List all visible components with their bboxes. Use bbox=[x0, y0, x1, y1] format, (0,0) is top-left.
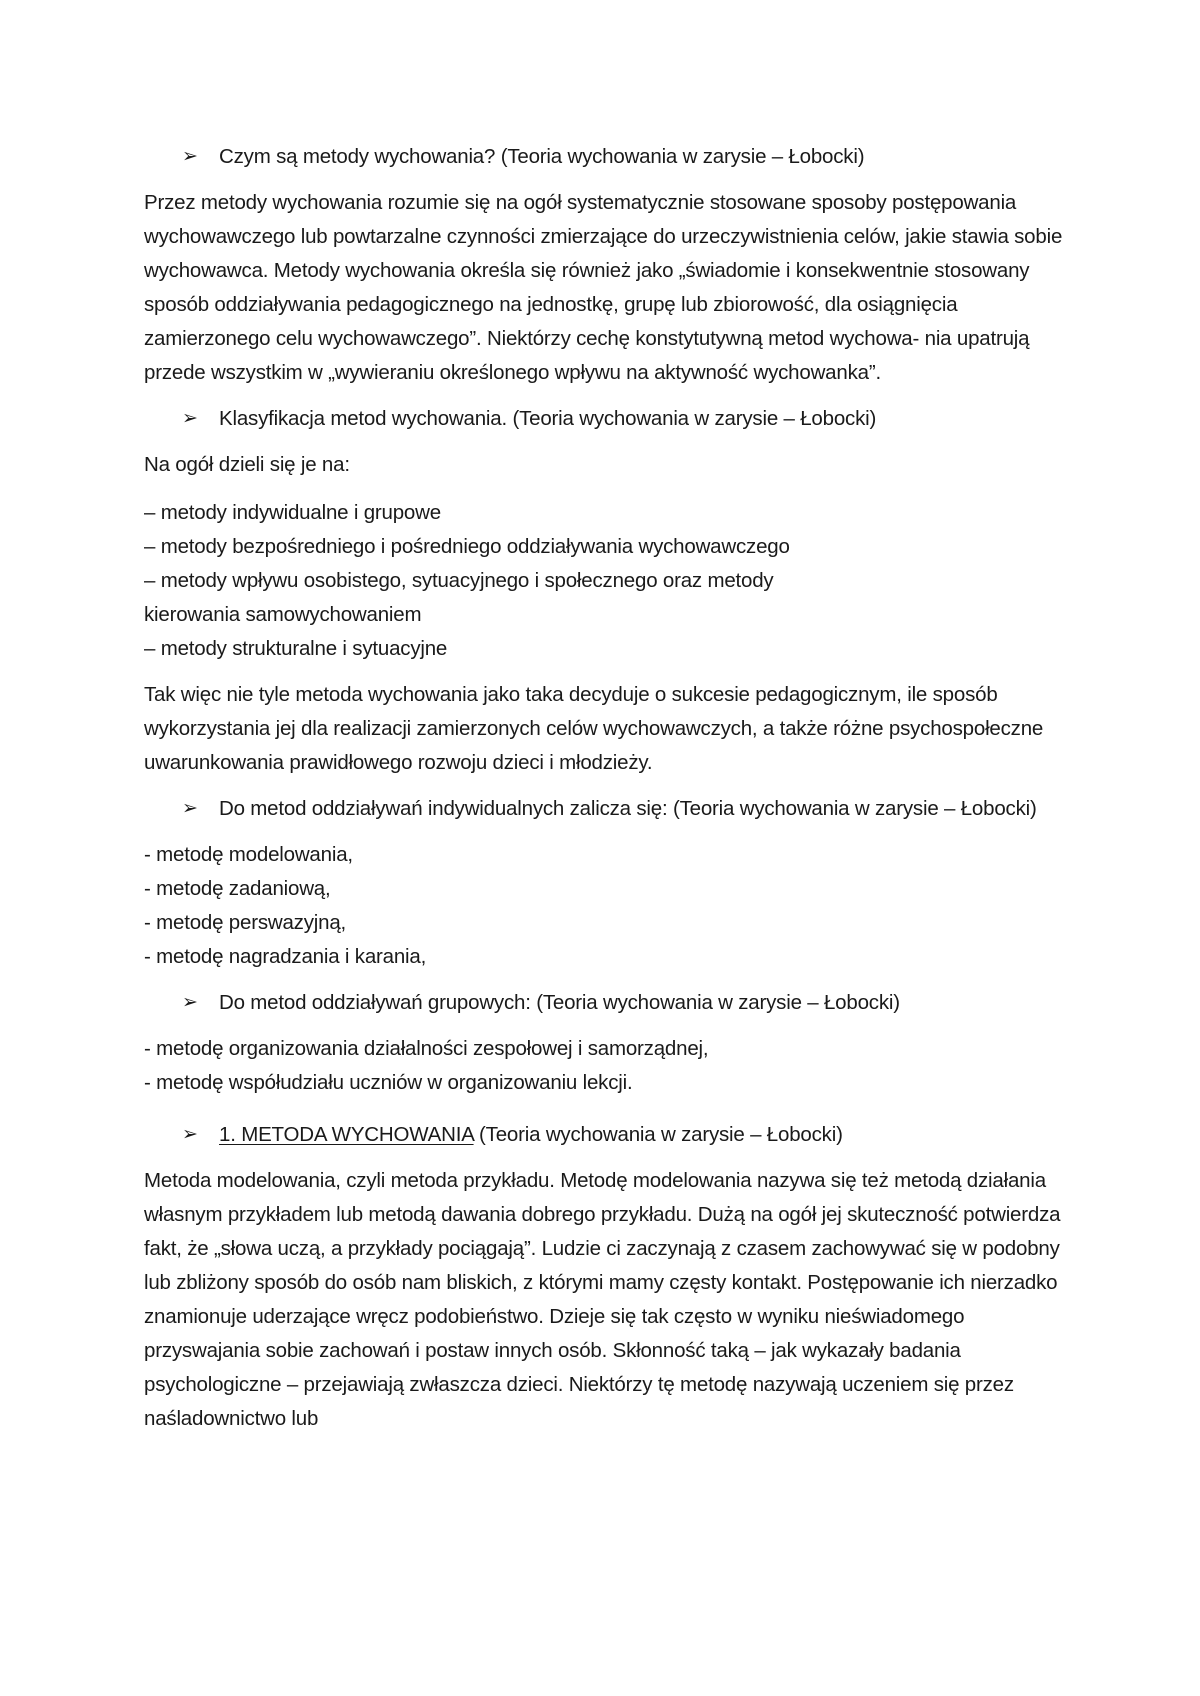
document-body bbox=[144, 140, 1074, 1448]
paragraph-conclusion: Tak więc nie tyle metoda wychowania jako taka decyduje o sukcesie pedagogicznym, ile sposób wykorzystania jej dla realizacji zamierzonych celów wychowawczych, a także różne psychospołeczne uwarunkowania prawidłowego rozwoju dzieci i młodzieży. bbox=[144, 683, 1044, 774]
heading-group-methods bbox=[144, 986, 1074, 1020]
heading-source-text: (Teoria wychowania w zarysie – Łobocki) bbox=[473, 1123, 843, 1146]
arrow-bullet-icon: ➢ bbox=[182, 992, 198, 1013]
paragraph-intro: Na ogół dzieli się je na: bbox=[144, 453, 350, 476]
list-item: – metody indywidualne i grupowe bbox=[144, 501, 441, 524]
classification-list bbox=[144, 496, 1074, 666]
list-item: – metody strukturalne i sytuacyjne bbox=[144, 637, 448, 660]
arrow-bullet-icon: ➢ bbox=[182, 146, 198, 167]
list-item: – metody bezpośredniego i pośredniego oddziaływania wychowawczego bbox=[144, 535, 790, 558]
group-methods-list bbox=[144, 1032, 1074, 1100]
list-item: - metodę współudziału uczniów w organizowaniu lekcji. bbox=[144, 1071, 633, 1094]
arrow-bullet-icon: ➢ bbox=[182, 1124, 198, 1145]
heading-method-1 bbox=[144, 1118, 1074, 1152]
heading-text: Do metod oddziaływań grupowych: (Teoria wychowania w zarysie – Łobocki) bbox=[219, 991, 900, 1014]
individual-methods-list bbox=[144, 838, 1074, 974]
heading-text: Czym są metody wychowania? (Teoria wychowania w zarysie – Łobocki) bbox=[219, 145, 865, 168]
list-item: – metody wpływu osobistego, sytuacyjnego i społecznego oraz metody bbox=[144, 569, 774, 592]
heading-what-are-methods bbox=[144, 140, 1074, 174]
heading-text: Do metod oddziaływań indywidualnych zalicza się: (Teoria wychowania w zarysie – Łobocki) bbox=[219, 797, 1037, 820]
heading-text: Klasyfikacja metod wychowania. (Teoria wychowania w zarysie – Łobocki) bbox=[219, 407, 877, 430]
arrow-bullet-icon: ➢ bbox=[182, 408, 198, 429]
heading-classification bbox=[144, 402, 1074, 436]
arrow-bullet-icon: ➢ bbox=[182, 798, 198, 819]
list-item: - metodę organizowania działalności zespołowej i samorządnej, bbox=[144, 1037, 709, 1060]
list-item: - metodę zadaniową, bbox=[144, 877, 331, 900]
heading-individual-methods bbox=[144, 792, 1074, 826]
list-item: - metodę nagradzania i karania, bbox=[144, 945, 427, 968]
paragraph-definition: Przez metody wychowania rozumie się na ogół systematycznie stosowane sposoby postępowania wychowawczego lub powtarzalne czynności zmierzające do urzeczywistnienia celów, jakie stawia sobie wychowawca. Metody wychowania określa się również jako „świadomie i konsekwentnie stosowany sposób oddziaływania pedagogicznego na jednostkę, grupę lub zbiorowość, dla osiągnięcia zamierzonego celu wychowawczego”. Niektórzy cechę konstytutywną metod wychowa- nia upatrują przede wszystkim w „wywieraniu określonego wpływu na aktywność wychowanka”. bbox=[144, 191, 1063, 384]
heading-main-text: 1. METODA WYCHOWANIA bbox=[219, 1123, 474, 1146]
list-item: - metodę modelowania, bbox=[144, 843, 353, 866]
list-item: kierowania samowychowaniem bbox=[144, 603, 422, 626]
list-item: - metodę perswazyjną, bbox=[144, 911, 347, 934]
paragraph-modeling-method: Metoda modelowania, czyli metoda przykładu. Metodę modelowania nazywa się też metodą działania własnym przykładem lub metodą dawania dobrego przykładu. Dużą na ogół jej skuteczność potwierdza fakt, że „słowa uczą, a przykłady pociągają”. Ludzie ci zaczynają z czasem zachowywać się w podobny lub zbliżony sposób do osób nam bliskich, z którymi mamy częsty kontakt. Postępowanie ich nierzadko znamionuje uderzające wręcz podobieństwo. Dzieje się tak często w wyniku nieświadomego przyswajania sobie zachowań i postaw innych osób. Skłonność taką – jak wykazały badania psychologiczne – przejawiają zwłaszcza dzieci. Niektórzy tę metodę nazywają uczeniem się przez naśladownictwo lub bbox=[144, 1169, 1061, 1430]
